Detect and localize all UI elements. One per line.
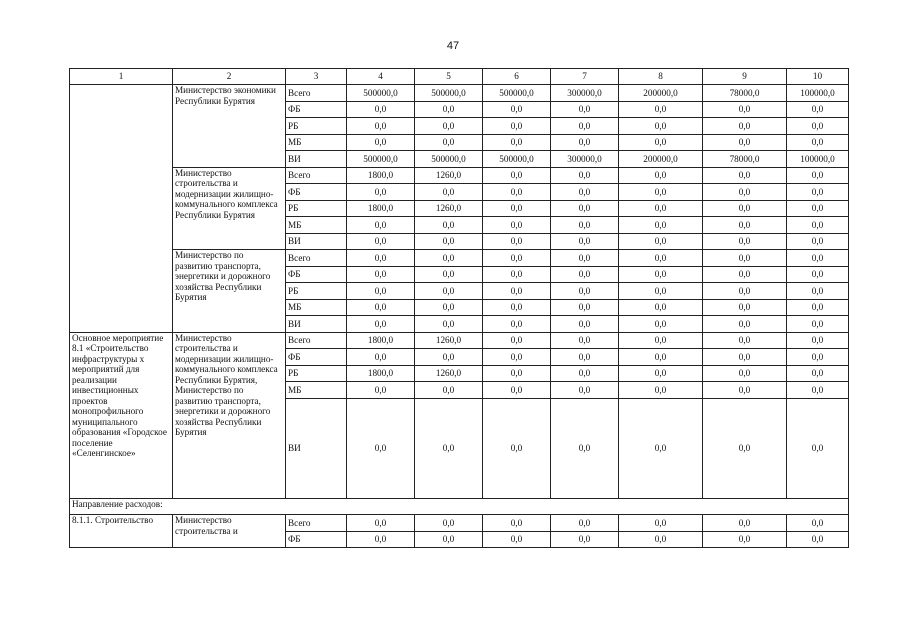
value-cell: 0,0 <box>619 283 703 300</box>
value-cell: 1260,0 <box>415 167 483 184</box>
value-cell: 0,0 <box>703 316 787 333</box>
event-name-cell: 8.1.1. Строительство <box>70 515 173 548</box>
value-cell: 0,0 <box>483 365 551 382</box>
value-cell: 0,0 <box>619 349 703 366</box>
value-cell: 0,0 <box>347 184 415 201</box>
value-cell: 0,0 <box>551 266 619 283</box>
value-cell: 0,0 <box>619 531 703 548</box>
value-cell: 0,0 <box>787 200 849 217</box>
value-cell: 0,0 <box>703 233 787 250</box>
value-cell: 0,0 <box>619 515 703 532</box>
table-row <box>70 250 849 267</box>
value-cell: 1800,0 <box>347 200 415 217</box>
value-cell: 0,0 <box>415 233 483 250</box>
header-cell: 6 <box>483 69 551 85</box>
funding-source-cell: МБ <box>286 299 347 316</box>
table-row <box>70 332 849 349</box>
value-cell: 0,0 <box>347 233 415 250</box>
value-cell: 0,0 <box>415 184 483 201</box>
value-cell: 0,0 <box>703 531 787 548</box>
value-cell: 0,0 <box>415 283 483 300</box>
value-cell: 200000,0 <box>619 151 703 168</box>
funding-source-cell: ВИ <box>286 316 347 333</box>
funding-source-cell: ВИ <box>286 151 347 168</box>
value-cell: 0,0 <box>483 349 551 366</box>
value-cell: 0,0 <box>483 316 551 333</box>
budget-table <box>69 68 849 548</box>
value-cell: 0,0 <box>787 266 849 283</box>
header-cell: 1 <box>70 69 173 85</box>
value-cell: 0,0 <box>551 365 619 382</box>
value-cell: 0,0 <box>551 184 619 201</box>
event-name-cell: Основное мероприятие 8.1 «Строительство инфраструктуры х мероприятий для реализации инвестиционных проектов монопрофильного муниципального образования «Городское поселение «Селенгинское» <box>70 332 173 498</box>
value-cell: 0,0 <box>483 299 551 316</box>
value-cell: 0,0 <box>415 118 483 135</box>
funding-source-cell: Всего <box>286 515 347 532</box>
value-cell: 0,0 <box>415 217 483 234</box>
value-cell: 0,0 <box>415 515 483 532</box>
value-cell: 1800,0 <box>347 332 415 349</box>
value-cell: 0,0 <box>787 382 849 399</box>
value-cell: 0,0 <box>787 283 849 300</box>
value-cell: 0,0 <box>787 398 849 498</box>
value-cell: 0,0 <box>619 266 703 283</box>
value-cell: 0,0 <box>483 266 551 283</box>
value-cell: 0,0 <box>415 349 483 366</box>
header-cell: 10 <box>787 69 849 85</box>
value-cell: 0,0 <box>347 349 415 366</box>
value-cell: 0,0 <box>483 134 551 151</box>
value-cell: 500000,0 <box>415 85 483 102</box>
funding-source-cell: Всего <box>286 332 347 349</box>
value-cell: 0,0 <box>703 382 787 399</box>
value-cell: 1260,0 <box>415 365 483 382</box>
header-cell: 4 <box>347 69 415 85</box>
value-cell: 0,0 <box>619 332 703 349</box>
value-cell: 0,0 <box>415 250 483 267</box>
header-row <box>70 69 849 85</box>
value-cell: 0,0 <box>787 184 849 201</box>
value-cell: 0,0 <box>703 365 787 382</box>
value-cell: 0,0 <box>551 200 619 217</box>
value-cell: 0,0 <box>551 118 619 135</box>
funding-source-cell: ФБ <box>286 531 347 548</box>
value-cell: 300000,0 <box>551 85 619 102</box>
table-body <box>70 85 849 548</box>
funding-source-cell: ФБ <box>286 101 347 118</box>
value-cell: 0,0 <box>347 283 415 300</box>
value-cell: 500000,0 <box>347 151 415 168</box>
value-cell: 0,0 <box>703 200 787 217</box>
value-cell: 0,0 <box>415 316 483 333</box>
value-cell: 0,0 <box>551 283 619 300</box>
value-cell: 0,0 <box>551 134 619 151</box>
funding-source-cell: ФБ <box>286 184 347 201</box>
funding-source-cell: МБ <box>286 134 347 151</box>
value-cell: 500000,0 <box>483 151 551 168</box>
table-row <box>70 515 849 532</box>
header-cell: 8 <box>619 69 703 85</box>
value-cell: 0,0 <box>483 184 551 201</box>
value-cell: 0,0 <box>415 398 483 498</box>
value-cell: 78000,0 <box>703 85 787 102</box>
executor-cell: Министерство строительства и модернизации жилищно-коммунального комплекса Республики Бурятия <box>173 167 286 250</box>
value-cell: 0,0 <box>703 515 787 532</box>
value-cell: 0,0 <box>551 101 619 118</box>
header-cell: 3 <box>286 69 347 85</box>
value-cell: 0,0 <box>703 266 787 283</box>
value-cell: 0,0 <box>619 365 703 382</box>
value-cell: 0,0 <box>619 200 703 217</box>
value-cell: 100000,0 <box>787 151 849 168</box>
value-cell: 1800,0 <box>347 167 415 184</box>
value-cell: 0,0 <box>483 118 551 135</box>
value-cell: 0,0 <box>551 332 619 349</box>
value-cell: 0,0 <box>787 365 849 382</box>
funding-source-cell: ВИ <box>286 233 347 250</box>
value-cell: 0,0 <box>347 299 415 316</box>
value-cell: 1260,0 <box>415 200 483 217</box>
executor-cell: Министерство строительства и <box>173 515 286 548</box>
executor-cell: Министерство экономики Республики Бурятия <box>173 85 286 168</box>
value-cell: 0,0 <box>619 299 703 316</box>
value-cell: 0,0 <box>619 382 703 399</box>
value-cell: 0,0 <box>347 101 415 118</box>
value-cell: 0,0 <box>787 134 849 151</box>
funding-source-cell: ФБ <box>286 349 347 366</box>
value-cell: 0,0 <box>703 217 787 234</box>
value-cell: 0,0 <box>551 167 619 184</box>
value-cell: 0,0 <box>347 316 415 333</box>
value-cell: 0,0 <box>619 167 703 184</box>
direction-label: Направление расходов: <box>70 498 849 515</box>
value-cell: 0,0 <box>619 184 703 201</box>
value-cell: 0,0 <box>787 217 849 234</box>
value-cell: 0,0 <box>703 283 787 300</box>
header-cell: 5 <box>415 69 483 85</box>
funding-source-cell: РБ <box>286 200 347 217</box>
funding-source-cell: ФБ <box>286 266 347 283</box>
funding-source-cell: Всего <box>286 167 347 184</box>
value-cell: 0,0 <box>787 118 849 135</box>
value-cell: 0,0 <box>703 101 787 118</box>
value-cell: 0,0 <box>347 250 415 267</box>
value-cell: 0,0 <box>787 316 849 333</box>
value-cell: 0,0 <box>551 250 619 267</box>
value-cell: 0,0 <box>703 398 787 498</box>
page-number: 47 <box>446 40 460 52</box>
value-cell: 0,0 <box>787 349 849 366</box>
value-cell: 0,0 <box>619 217 703 234</box>
table-row <box>70 85 849 102</box>
header-cell: 9 <box>703 69 787 85</box>
value-cell: 0,0 <box>619 101 703 118</box>
value-cell: 1260,0 <box>415 332 483 349</box>
value-cell: 0,0 <box>703 118 787 135</box>
value-cell: 0,0 <box>787 531 849 548</box>
value-cell: 0,0 <box>551 398 619 498</box>
value-cell: 0,0 <box>551 382 619 399</box>
value-cell: 0,0 <box>703 299 787 316</box>
table-row <box>70 498 849 515</box>
value-cell: 100000,0 <box>787 85 849 102</box>
value-cell: 500000,0 <box>347 85 415 102</box>
value-cell: 0,0 <box>703 250 787 267</box>
value-cell: 0,0 <box>619 233 703 250</box>
value-cell: 0,0 <box>551 515 619 532</box>
value-cell: 0,0 <box>347 266 415 283</box>
value-cell: 0,0 <box>619 118 703 135</box>
value-cell: 0,0 <box>787 167 849 184</box>
value-cell: 0,0 <box>415 531 483 548</box>
funding-source-cell: ВИ <box>286 398 347 498</box>
value-cell: 0,0 <box>483 167 551 184</box>
value-cell: 0,0 <box>347 531 415 548</box>
value-cell: 0,0 <box>415 134 483 151</box>
value-cell: 0,0 <box>347 382 415 399</box>
funding-source-cell: Всего <box>286 85 347 102</box>
value-cell: 0,0 <box>483 217 551 234</box>
value-cell: 0,0 <box>703 184 787 201</box>
value-cell: 500000,0 <box>415 151 483 168</box>
value-cell: 0,0 <box>347 217 415 234</box>
value-cell: 0,0 <box>787 299 849 316</box>
funding-source-cell: МБ <box>286 382 347 399</box>
value-cell: 0,0 <box>483 382 551 399</box>
value-cell: 1800,0 <box>347 365 415 382</box>
funding-source-cell: РБ <box>286 118 347 135</box>
event-name-cell <box>70 85 173 333</box>
header-cell: 7 <box>551 69 619 85</box>
value-cell: 0,0 <box>703 349 787 366</box>
value-cell: 0,0 <box>483 250 551 267</box>
value-cell: 0,0 <box>483 531 551 548</box>
value-cell: 300000,0 <box>551 151 619 168</box>
value-cell: 0,0 <box>483 200 551 217</box>
value-cell: 0,0 <box>703 134 787 151</box>
executor-cell: Министерство строительства и модернизации жилищно-коммунального комплекса Республики Бурятия, Министерство по развитию транспорта, энергетики и дорожного хозяйства Республики Бурятия <box>173 332 286 498</box>
value-cell: 0,0 <box>619 134 703 151</box>
value-cell: 0,0 <box>619 316 703 333</box>
value-cell: 0,0 <box>483 398 551 498</box>
value-cell: 0,0 <box>703 167 787 184</box>
value-cell: 0,0 <box>483 233 551 250</box>
value-cell: 0,0 <box>551 299 619 316</box>
value-cell: 0,0 <box>483 332 551 349</box>
value-cell: 0,0 <box>347 118 415 135</box>
value-cell: 0,0 <box>787 515 849 532</box>
value-cell: 0,0 <box>347 515 415 532</box>
value-cell: 0,0 <box>551 349 619 366</box>
value-cell: 0,0 <box>415 101 483 118</box>
funding-source-cell: МБ <box>286 217 347 234</box>
value-cell: 200000,0 <box>619 85 703 102</box>
value-cell: 0,0 <box>619 250 703 267</box>
value-cell: 0,0 <box>483 101 551 118</box>
value-cell: 0,0 <box>787 250 849 267</box>
value-cell: 0,0 <box>551 217 619 234</box>
value-cell: 500000,0 <box>483 85 551 102</box>
value-cell: 0,0 <box>415 266 483 283</box>
value-cell: 0,0 <box>347 134 415 151</box>
value-cell: 78000,0 <box>703 151 787 168</box>
value-cell: 0,0 <box>787 332 849 349</box>
value-cell: 0,0 <box>347 398 415 498</box>
funding-source-cell: РБ <box>286 283 347 300</box>
value-cell: 0,0 <box>619 398 703 498</box>
value-cell: 0,0 <box>551 233 619 250</box>
funding-source-cell: РБ <box>286 365 347 382</box>
executor-cell: Министерство по развитию транспорта, энергетики и дорожного хозяйства Республики Бурятия <box>173 250 286 333</box>
value-cell: 0,0 <box>703 332 787 349</box>
value-cell: 0,0 <box>415 382 483 399</box>
value-cell: 0,0 <box>415 299 483 316</box>
header-cell: 2 <box>173 69 286 85</box>
table-row <box>70 167 849 184</box>
funding-source-cell: Всего <box>286 250 347 267</box>
value-cell: 0,0 <box>483 283 551 300</box>
value-cell: 0,0 <box>551 316 619 333</box>
value-cell: 0,0 <box>787 233 849 250</box>
value-cell: 0,0 <box>787 101 849 118</box>
value-cell: 0,0 <box>483 515 551 532</box>
value-cell: 0,0 <box>551 531 619 548</box>
